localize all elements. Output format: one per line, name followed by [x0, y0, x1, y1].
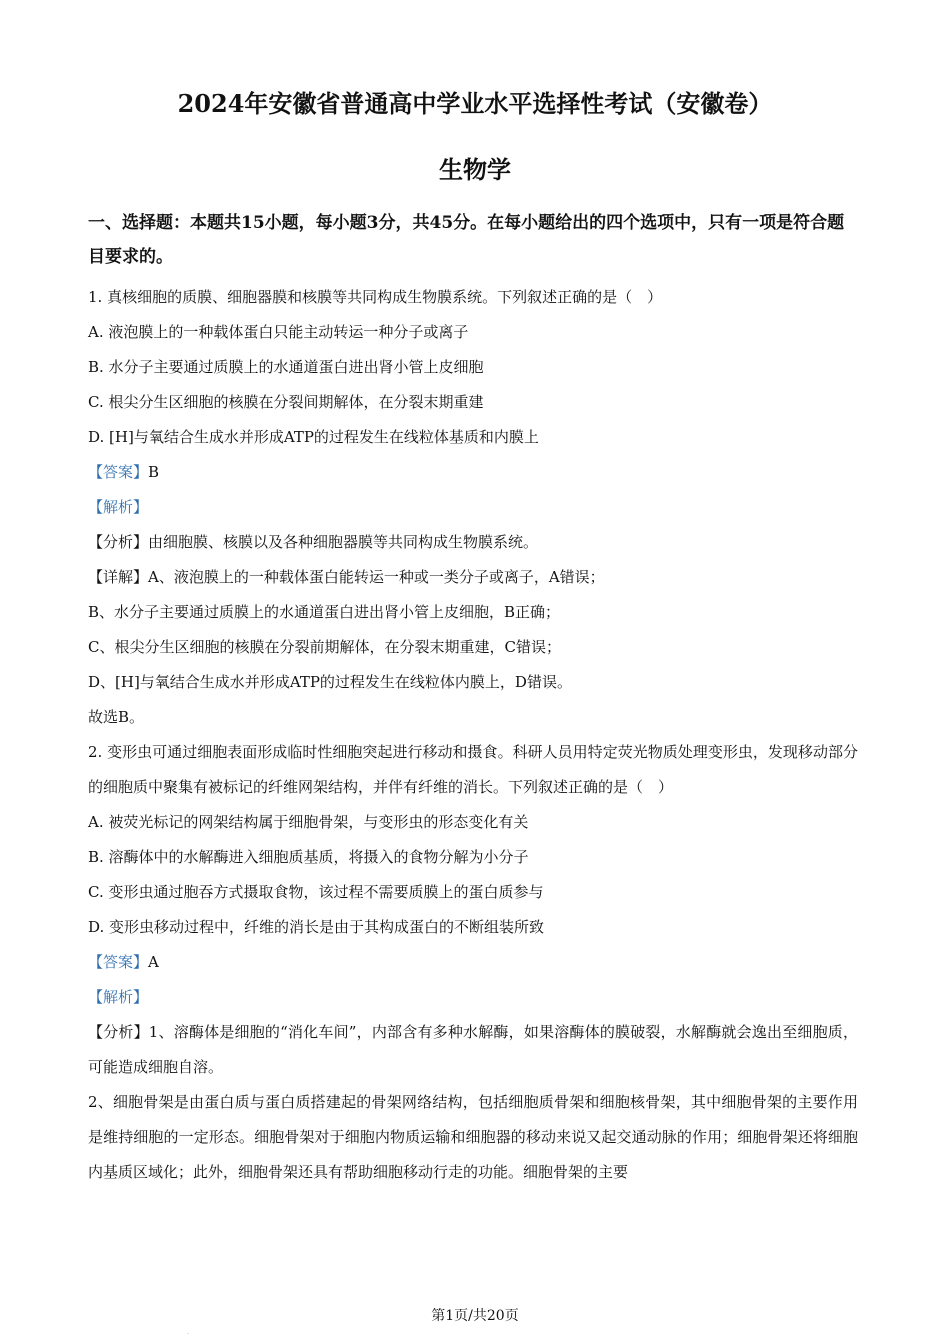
q1-detail-b: B、水分子主要通过质膜上的水通道蛋白进出肾小管上皮细胞，B正确； [88, 603, 561, 621]
answer-value: A [148, 953, 159, 971]
q2-stem: 2. 变形虫可通过细胞表面形成临时性细胞突起进行移动和摄食。科研人员用特定荧光物质处理变形虫，发现移动部分的细胞质中聚集有被标记的纤维网架结构，并伴有纤维的消长。下列叙述正确的是（ ） [88, 743, 858, 796]
q1-option-b: B. 水分子主要通过质膜上的水通道蛋白进出肾小管上皮细胞 [88, 358, 484, 376]
q1-detail-c: C、根尖分生区细胞的核膜在分裂前期解体，在分裂末期重建，C错误； [88, 638, 561, 656]
q1-conclusion: 故选B。 [88, 708, 145, 726]
q1-stem: 1. 真核细胞的质膜、细胞器膜和核膜等共同构成生物膜系统。下列叙述正确的是（ ） [88, 288, 663, 306]
fenxi-tag: 【分析】 [88, 1023, 149, 1041]
q2-analysis [88, 980, 858, 1015]
q2-answer [88, 945, 858, 980]
q1-answer [88, 455, 858, 490]
q2-option-d: D. 变形虫移动过程中，纤维的消长是由于其构成蛋白的不断组装所致 [88, 918, 545, 936]
q1-option-a: A. 液泡膜上的一种载体蛋白只能主动转运一种分子或离子 [88, 323, 469, 341]
answer-tag: 【答案】 [88, 463, 149, 481]
document-body [88, 280, 858, 1190]
fenxi-text: 由细胞膜、核膜以及各种细胞器膜等共同构成生物膜系统。 [148, 533, 539, 551]
q1-option-d: D. [H]与氧结合生成水并形成ATP的过程发生在线粒体基质和内膜上 [88, 428, 539, 446]
fenxi-text: 1、溶酶体是细胞的“消化车间”，内部含有多种水解酶，如果溶酶体的膜破裂，水解酶就会逸出至细胞质，可能造成细胞自溶。 [88, 1023, 858, 1076]
fenxi-tag: 【分析】 [88, 533, 149, 551]
answer-tag: 【答案】 [88, 953, 149, 971]
analysis-tag: 【解析】 [88, 498, 149, 516]
answer-value: B [148, 463, 160, 481]
scan-dot: · [187, 1331, 189, 1338]
q1-detail-d: D、[H]与氧结合生成水并形成ATP的过程发生在线粒体内膜上，D错误。 [88, 673, 572, 691]
detail-tag: 【详解】 [88, 568, 149, 586]
q2-option-a: A. 被荧光标记的网架结构属于细胞骨架，与变形虫的形态变化有关 [88, 813, 529, 831]
q1-detail-a [88, 560, 858, 595]
q2-option-b: B. 溶酶体中的水解酶进入细胞质基质，将摄入的食物分解为小分子 [88, 848, 529, 866]
q1-fenxi [88, 525, 858, 560]
analysis-tag: 【解析】 [88, 988, 149, 1006]
detail-text: A、液泡膜上的一种载体蛋白能转运一种或一类分子或离子，A错误； [148, 568, 605, 586]
q2-fenxi-1 [88, 1015, 858, 1085]
page-number: 第1页/共20页 [431, 1308, 519, 1324]
q2-fenxi-2: 2、细胞骨架是由蛋白质与蛋白质搭建起的骨架网络结构，包括细胞质骨架和细胞核骨架，其中细胞骨架的主要作用是维持细胞的一定形态。细胞骨架对于细胞内物质运输和细胞器的移动来说又起交通动脉的作用；细胞骨架还将细胞内基质区域化；此外，细胞骨架还具有帮助细胞移动行走的功能。细胞骨架的主要 [88, 1093, 858, 1181]
q2-option-c: C. 变形虫通过胞吞方式摄取食物，该过程不需要质膜上的蛋白质参与 [88, 883, 544, 901]
section-heading: 一、选择题：本题共15小题，每小题3分，共45分。在每小题给出的四个选项中，只有一项是符合题目要求的。 [88, 213, 845, 267]
exam-title: 2024年安徽省普通高中学业水平选择性考试（安徽卷） [177, 89, 773, 118]
q1-analysis [88, 490, 858, 525]
q1-option-c: C. 根尖分生区细胞的核膜在分裂间期解体，在分裂末期重建 [88, 393, 484, 411]
subject-title: 生物学 [439, 155, 511, 184]
